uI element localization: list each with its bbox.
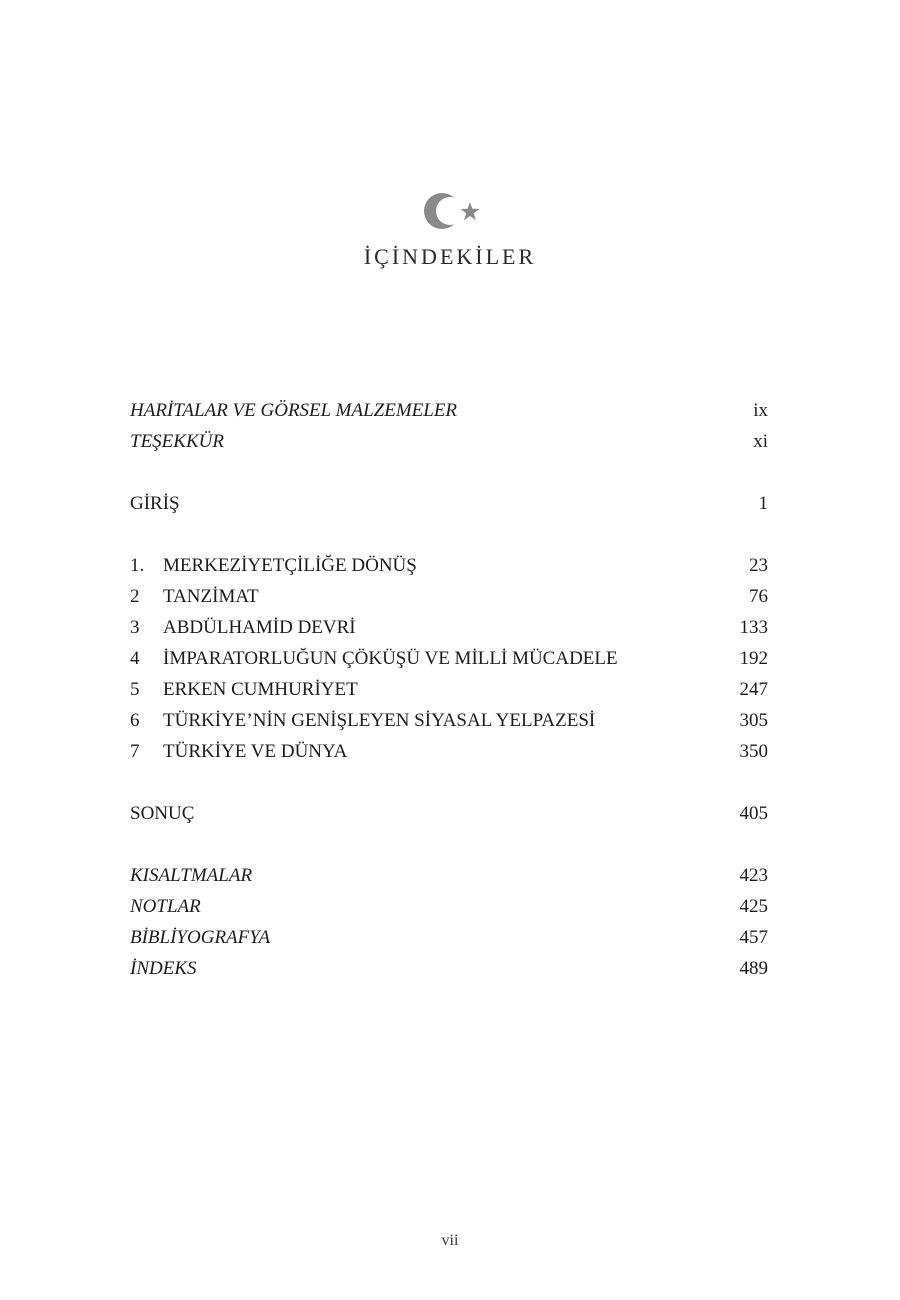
- toc-entry-page: 1: [758, 493, 768, 514]
- toc-entry-page: 305: [739, 710, 768, 731]
- toc-entry-page: 192: [739, 648, 768, 669]
- toc-entry-label: ABDÜLHAMİD DEVRİ: [163, 617, 356, 638]
- toc-entry-label: SONUÇ: [130, 803, 195, 824]
- chapter-number: 2: [130, 586, 140, 607]
- chapter-number: 5: [130, 679, 140, 700]
- toc-entry-intro[interactable]: [130, 488, 768, 519]
- table-of-contents: [130, 395, 768, 984]
- toc-entry-back-matter[interactable]: [130, 891, 768, 922]
- toc-entry-chapter[interactable]: [130, 736, 768, 767]
- crescent-star-icon: [420, 188, 484, 236]
- chapter-number: 7: [130, 741, 140, 762]
- toc-entry-page: 247: [739, 679, 768, 700]
- toc-entry-back-matter[interactable]: [130, 953, 768, 984]
- chapter-number: 6: [130, 710, 140, 731]
- toc-entry-chapter[interactable]: [130, 705, 768, 736]
- toc-entry-front-matter[interactable]: [130, 426, 768, 457]
- toc-entry-back-matter[interactable]: [130, 860, 768, 891]
- chapter-number: 3: [130, 617, 140, 638]
- toc-entry-chapter[interactable]: [130, 612, 768, 643]
- toc-entry-page: 133: [739, 617, 768, 638]
- toc-entry-page: 405: [739, 803, 768, 824]
- toc-entry-page: ix: [753, 400, 768, 421]
- page-number: vii: [441, 1232, 459, 1249]
- toc-entry-page: 350: [739, 741, 768, 762]
- toc-entry-label: TANZİMAT: [163, 586, 259, 607]
- toc-entry-chapter[interactable]: [130, 674, 768, 705]
- spacer: [130, 767, 768, 798]
- toc-entry-label: İNDEKS: [130, 958, 197, 979]
- toc-entry-label: TEŞEKKÜR: [130, 431, 224, 452]
- toc-entry-chapter[interactable]: [130, 581, 768, 612]
- toc-entry-label: TÜRKİYE’NİN GENİŞLEYEN SİYASAL YELPAZESİ: [163, 710, 596, 731]
- toc-entry-back-matter[interactable]: [130, 922, 768, 953]
- toc-entry-label: MERKEZİYETÇİLİĞE DÖNÜŞ: [163, 555, 417, 576]
- toc-entry-label: GİRİŞ: [130, 493, 180, 514]
- toc-entry-page: 76: [749, 586, 768, 607]
- toc-entry-label: HARİTALAR VE GÖRSEL MALZEMELER: [130, 400, 458, 421]
- toc-entry-page: 489: [739, 958, 768, 979]
- toc-entry-label: BİBLİYOGRAFYA: [130, 927, 271, 948]
- spacer: [130, 519, 768, 550]
- spacer: [130, 457, 768, 488]
- toc-entry-conclusion[interactable]: [130, 798, 768, 829]
- chapter-number: 4: [130, 648, 140, 669]
- page-title: İÇİNDEKİLER: [363, 244, 537, 269]
- toc-entry-label: İMPARATORLUĞUN ÇÖKÜŞÜ VE MİLLİ MÜCADELE: [163, 648, 618, 669]
- toc-entry-chapter[interactable]: [130, 643, 768, 674]
- toc-entry-label: KISALTMALAR: [130, 865, 253, 886]
- toc-entry-page: 423: [739, 865, 768, 886]
- toc-entry-page: 23: [749, 555, 768, 576]
- toc-entry-label: TÜRKİYE VE DÜNYA: [163, 741, 348, 762]
- toc-entry-chapter[interactable]: [130, 550, 768, 581]
- spacer: [130, 829, 768, 860]
- toc-entry-front-matter[interactable]: [130, 395, 768, 426]
- toc-entry-label: ERKEN CUMHURİYET: [163, 679, 358, 700]
- toc-entry-page: 425: [739, 896, 768, 917]
- toc-entry-page: 457: [739, 927, 768, 948]
- toc-entry-page: xi: [753, 431, 768, 452]
- chapter-number: 1.: [130, 555, 145, 576]
- toc-entry-label: NOTLAR: [130, 896, 201, 917]
